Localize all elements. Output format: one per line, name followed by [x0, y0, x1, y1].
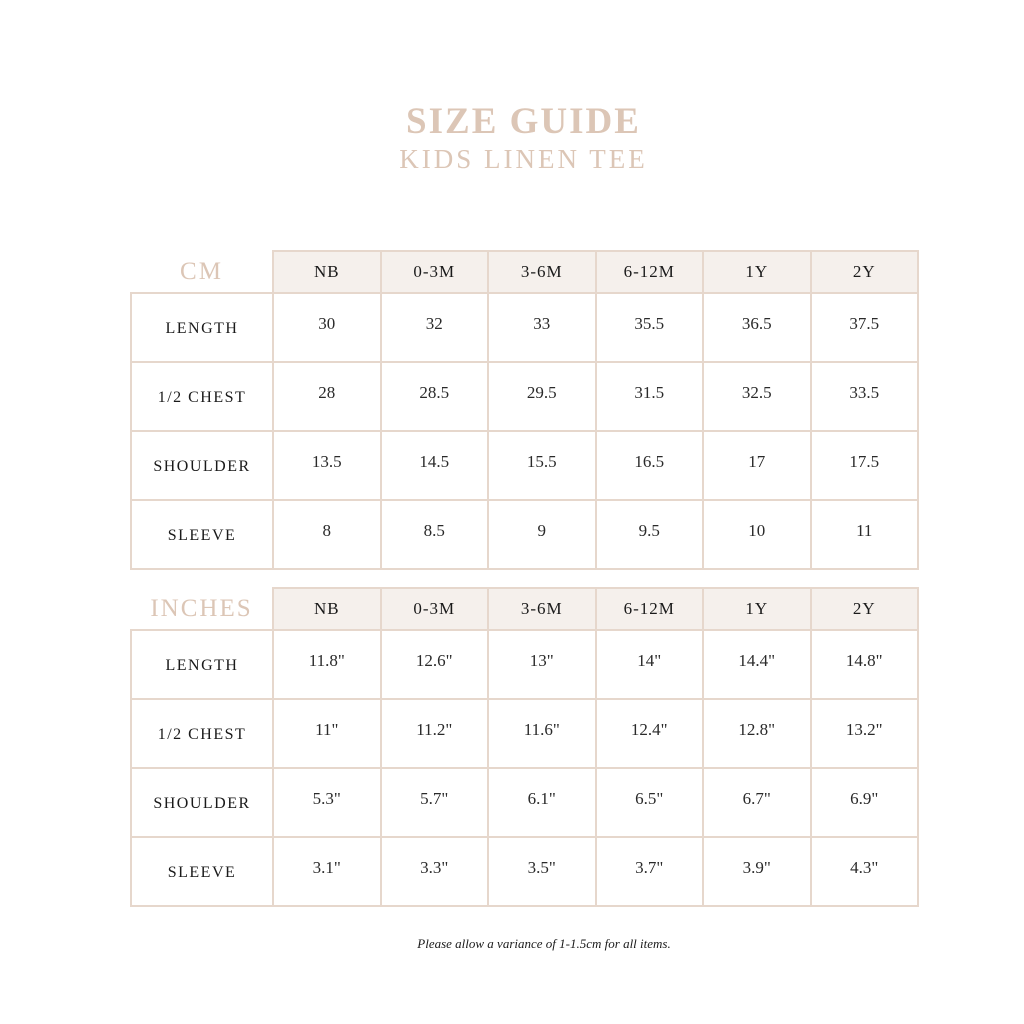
cell-value: 15.5	[488, 431, 596, 500]
cell-value: 11"	[273, 699, 381, 768]
cell-value: 3.5"	[488, 837, 596, 906]
cell-value: 5.7"	[381, 768, 489, 837]
size-table-inches	[130, 587, 919, 907]
cell-value: 3.7"	[596, 837, 704, 906]
column-header: 6-12M	[596, 251, 704, 293]
cell-value: 36.5	[703, 293, 811, 362]
page-title: SIZE GUIDE	[406, 101, 641, 142]
cell-value: 9	[488, 500, 596, 569]
size-table-cm	[130, 250, 919, 570]
column-header: 3-6M	[488, 251, 596, 293]
cell-value: 37.5	[811, 293, 919, 362]
column-header: NB	[273, 588, 381, 630]
cell-value: 32.5	[703, 362, 811, 431]
cell-value: 6.7"	[703, 768, 811, 837]
table-row	[131, 837, 918, 906]
cell-value: 14.8"	[811, 630, 919, 699]
cell-value: 8	[273, 500, 381, 569]
row-label: LENGTH	[131, 293, 273, 362]
cell-value: 33	[488, 293, 596, 362]
column-header: 6-12M	[596, 588, 704, 630]
row-label: SLEEVE	[131, 500, 273, 569]
row-label: SHOULDER	[131, 431, 273, 500]
row-label: 1/2 CHEST	[131, 362, 273, 431]
variance-note: Please allow a variance of 1-1.5cm for all items.	[417, 936, 671, 951]
column-header: 0-3M	[381, 251, 489, 293]
cell-value: 17.5	[811, 431, 919, 500]
table-row	[131, 431, 918, 500]
column-header: 3-6M	[488, 588, 596, 630]
cell-value: 14.4"	[703, 630, 811, 699]
cell-value: 11.6"	[488, 699, 596, 768]
row-label: 1/2 CHEST	[131, 699, 273, 768]
unit-label: INCHES	[131, 588, 273, 630]
cell-value: 11.2"	[381, 699, 489, 768]
cell-value: 3.1"	[273, 837, 381, 906]
cell-value: 29.5	[488, 362, 596, 431]
cell-value: 28.5	[381, 362, 489, 431]
table-row	[131, 630, 918, 699]
cell-value: 13"	[488, 630, 596, 699]
cell-value: 28	[273, 362, 381, 431]
cell-value: 13.5	[273, 431, 381, 500]
cell-value: 30	[273, 293, 381, 362]
cell-value: 35.5	[596, 293, 704, 362]
cell-value: 3.9"	[703, 837, 811, 906]
cell-value: 4.3"	[811, 837, 919, 906]
cell-value: 10	[703, 500, 811, 569]
cell-value: 3.3"	[381, 837, 489, 906]
unit-label: CM	[131, 251, 273, 293]
column-header: NB	[273, 251, 381, 293]
cell-value: 12.8"	[703, 699, 811, 768]
row-label: LENGTH	[131, 630, 273, 699]
cell-value: 5.3"	[273, 768, 381, 837]
cell-value: 6.1"	[488, 768, 596, 837]
table-row	[131, 768, 918, 837]
table-row	[131, 362, 918, 431]
column-header: 2Y	[811, 588, 919, 630]
cell-value: 33.5	[811, 362, 919, 431]
column-header: 1Y	[703, 588, 811, 630]
cell-value: 16.5	[596, 431, 704, 500]
column-header: 0-3M	[381, 588, 489, 630]
cell-value: 14.5	[381, 431, 489, 500]
table-row	[131, 293, 918, 362]
page-subtitle: KIDS LINEN TEE	[399, 144, 648, 174]
cell-value: 32	[381, 293, 489, 362]
header-row	[131, 251, 918, 293]
cell-value: 12.4"	[596, 699, 704, 768]
column-header: 2Y	[811, 251, 919, 293]
cell-value: 14"	[596, 630, 704, 699]
cell-value: 9.5	[596, 500, 704, 569]
header-row	[131, 588, 918, 630]
cell-value: 11	[811, 500, 919, 569]
row-label: SHOULDER	[131, 768, 273, 837]
cell-value: 13.2"	[811, 699, 919, 768]
cell-value: 6.9"	[811, 768, 919, 837]
column-header: 1Y	[703, 251, 811, 293]
cell-value: 12.6"	[381, 630, 489, 699]
table-row	[131, 500, 918, 569]
row-label: SLEEVE	[131, 837, 273, 906]
cell-value: 31.5	[596, 362, 704, 431]
cell-value: 6.5"	[596, 768, 704, 837]
cell-value: 8.5	[381, 500, 489, 569]
table-row	[131, 699, 918, 768]
cell-value: 11.8"	[273, 630, 381, 699]
cell-value: 17	[703, 431, 811, 500]
